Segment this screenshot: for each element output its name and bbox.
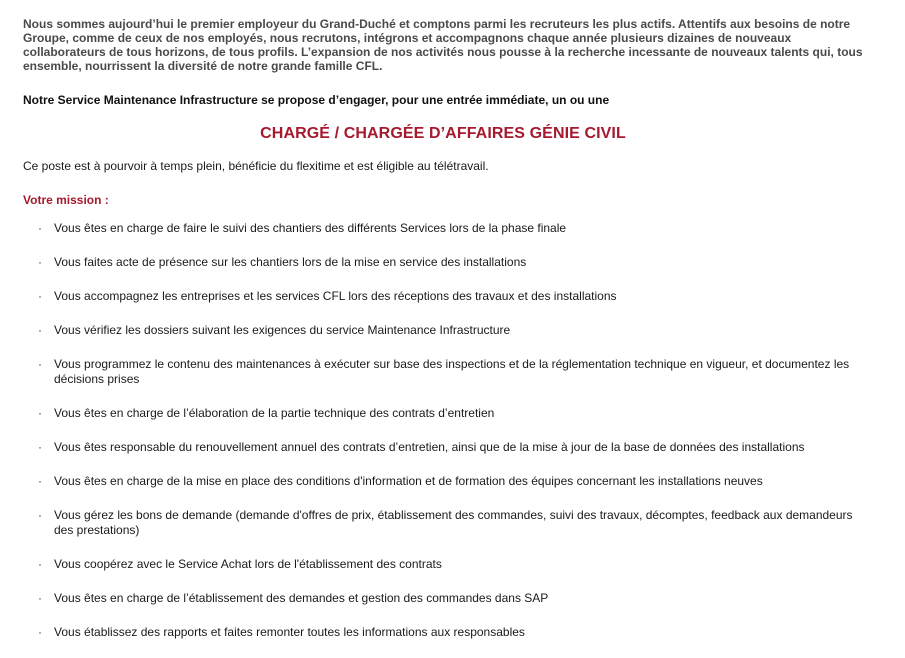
mission-item-text: Vous coopérez avec le Service Achat lors de l'établissement des contrats [54,557,442,571]
mission-item [23,323,854,338]
mission-item-text: Vous êtes en charge de l’élaboration de la partie technique des contrats d’entretien [54,406,495,420]
mission-item [23,357,854,387]
job-title: CHARGÉ / CHARGÉE D’AFFAIRES GÉNIE CIVIL [260,125,626,142]
mission-item-text: Vous gérez les bons de demande (demande d'offres de prix, établissement des commandes, suivi des travaux, décomptes, feedback aux demandeurs des prestations) [54,508,853,537]
mission-item [23,557,854,572]
mission-item-text: Vous accompagnez les entreprises et les services CFL lors des réceptions des travaux et des installations [54,289,617,303]
mission-item [23,508,854,538]
bullet-icon: · [38,406,42,420]
bullet-icon: · [38,440,42,454]
mission-item-text: Vous vérifiez les dossiers suivant les exigences du service Maintenance Infrastructure [54,323,511,337]
mission-list [23,221,863,640]
mission-item [23,474,854,489]
mission-item [23,289,854,304]
mission-item-text: Vous êtes en charge de l’établissement des demandes et gestion des commandes dans SAP [54,591,549,605]
bullet-icon: · [38,221,42,235]
job-posting [23,17,863,640]
bullet-icon: · [38,508,42,522]
mission-item-text: Vous faites acte de présence sur les chantiers lors de la mise en service des installations [54,255,527,269]
mission-item-text: Vous êtes en charge de la mise en place des conditions d'information et de formation des équipes concernant les installations neuves [54,474,763,488]
mission-item [23,221,854,236]
lead-sentence: Notre Service Maintenance Infrastructure se propose d’engager, pour une entrée immédiate, un ou une [23,93,610,107]
mission-item [23,406,854,421]
bullet-icon: · [38,255,42,269]
mission-item-text: Vous êtes responsable du renouvellement annuel des contrats d’entretien, ainsi que de la mise à jour de la base de données des installations [54,440,805,454]
bullet-icon: · [38,474,42,488]
bullet-icon: · [38,591,42,605]
bullet-icon: · [38,625,42,639]
bullet-icon: · [38,289,42,303]
mission-item [23,591,854,606]
bullet-icon: · [38,323,42,337]
bullet-icon: · [38,357,42,371]
mission-heading: Votre mission : [23,193,109,207]
mission-item [23,440,854,455]
mission-item [23,255,854,270]
mission-item [23,625,854,640]
mission-item-text: Vous programmez le contenu des maintenances à exécuter sur base des inspections et de la réglementation technique en vigueur, et documentez les décisions prises [54,357,850,386]
mission-item-text: Vous établissez des rapports et faites remonter toutes les informations aux responsables [54,625,525,639]
mission-item-text: Vous êtes en charge de faire le suivi des chantiers des différents Services lors de la phase finale [54,221,567,235]
position-details: Ce poste est à pourvoir à temps plein, bénéficie du flexitime et est éligible au télétravail. [23,159,489,173]
intro-paragraph: Nous sommes aujourd’hui le premier employeur du Grand-Duché et comptons parmi les recruteurs les plus actifs. Attentifs aux besoins de notre Groupe, comme de ceux de nos employés, nous recrutons, intégrons et accompagnons chaque année plusieurs dizaines de nouveaux collaborateurs de tous horizons, de tous profils. L’expansion de nos activités nous pousse à la recherche incessante de nouveaux talents qui, tous ensemble, nourrissent la diversité de notre grande famille CFL. [23,17,863,73]
bullet-icon: · [38,557,42,571]
